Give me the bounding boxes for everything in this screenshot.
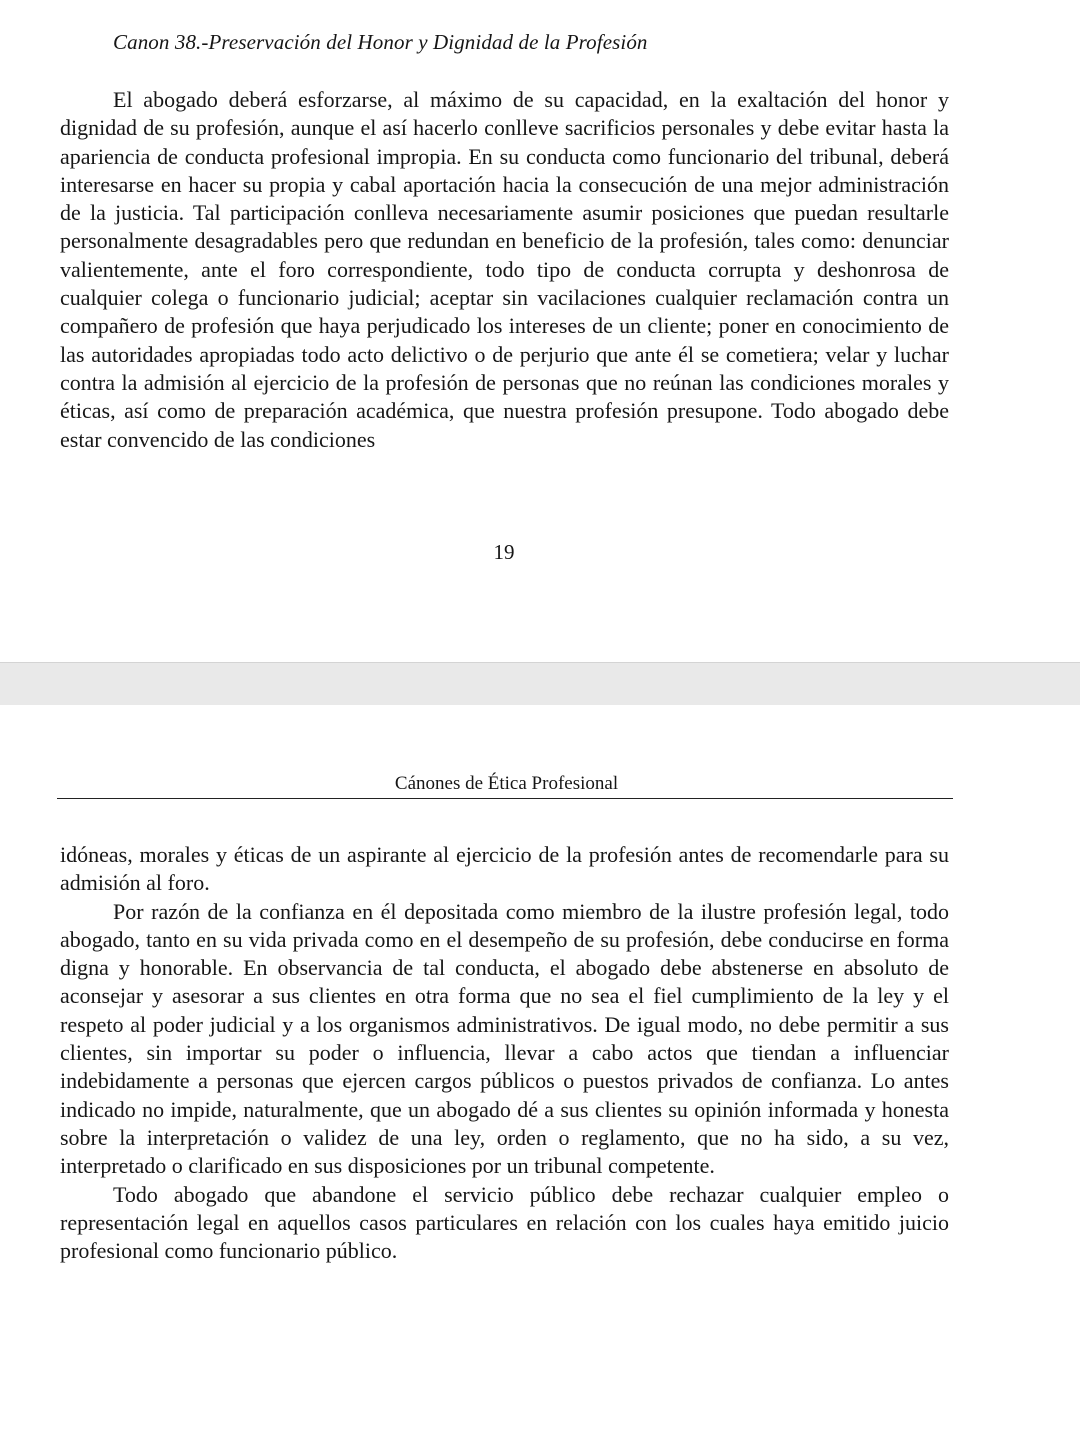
- paragraph: Todo abogado que abandone el servicio público debe rechazar cualquier empleo o representación legal en aquellos casos particulares en relación con los cuales haya emitido juicio profesional como funcionario público.: [60, 1181, 949, 1264]
- paragraph: Por razón de la confianza en él depositada como miembro de la ilustre profesión legal, todo abogado, tanto en su vida privada como en el desempeño de su profesión, debe conducirse en forma digna y honorable. En observancia de tal conducta, el abogado debe abstenerse en absoluto de aconsejar y asesorar a sus clientes en otra forma que no sea el fiel cumplimiento de la ley y el respeto al poder judicial y a los organismos administrativos. De igual modo, no debe permitir a sus clientes, sin importar su poder o influencia, llevar a cabo actos que tiendan a influenciar indebidamente a personas que ejercen cargos públicos o puestos privados de confianza. Lo antes indicado no impide, naturalmente, que un abogado dé a sus clientes su opinión informada y honesta sobre la interpretación o validez de una ley, orden o reglamento, que no ha sido, a su vez, interpretado o clarificado en sus disposiciones por un tribunal competente.: [60, 898, 949, 1179]
- body-text-block: [60, 841, 949, 1265]
- body-text-block: [60, 86, 949, 454]
- page-separator: [0, 662, 1080, 706]
- canon-heading: Canon 38.-Preservación del Honor y Dignidad de la Profesión: [113, 30, 648, 54]
- paragraph-continuation: idóneas, morales y éticas de un aspirante al ejercicio de la profesión antes de recomendarle para su admisión al foro.: [60, 842, 949, 896]
- running-header: Cánones de Ética Profesional: [394, 773, 619, 794]
- document-page-19: [0, 0, 1080, 662]
- page-number: 19: [493, 540, 515, 564]
- paragraph: El abogado deberá esforzarse, al máximo de su capacidad, en la exaltación del honor y dignidad de su profesión, aunque el así hacerlo conlleve sacrificios personales y debe evitar hasta la apariencia de conducta profesional impropia. En su conducta como funcionario del tribunal, deberá interesarse en hacer su propia y cabal aportación hacia la consecución de una mejor administración de la justicia. Tal participación conlleva necesariamente asumir posiciones que puedan resultarle personalmente desagradables pero que redundan en beneficio de la profesión, tales como: denunciar valientemente, ante el foro correspondiente, todo tipo de conducta corrupta y deshonrosa de cualquier colega o funcionario judicial; aceptar sin vacilaciones cualquier reclamación contra un compañero de profesión que haya perjudicado los intereses de un cliente; poner en conocimiento de las autoridades apropiadas todo acto delictivo o de perjurio que ante él se cometiera; velar y luchar contra la admisión al ejercicio de la profesión de personas que no reúnan las condiciones morales y éticas, así como de preparación académica, que nuestra profesión presupone. Todo abogado debe estar convencido de las condiciones: [60, 87, 949, 452]
- document-page-20: [0, 705, 1080, 1433]
- header-rule: [57, 798, 953, 799]
